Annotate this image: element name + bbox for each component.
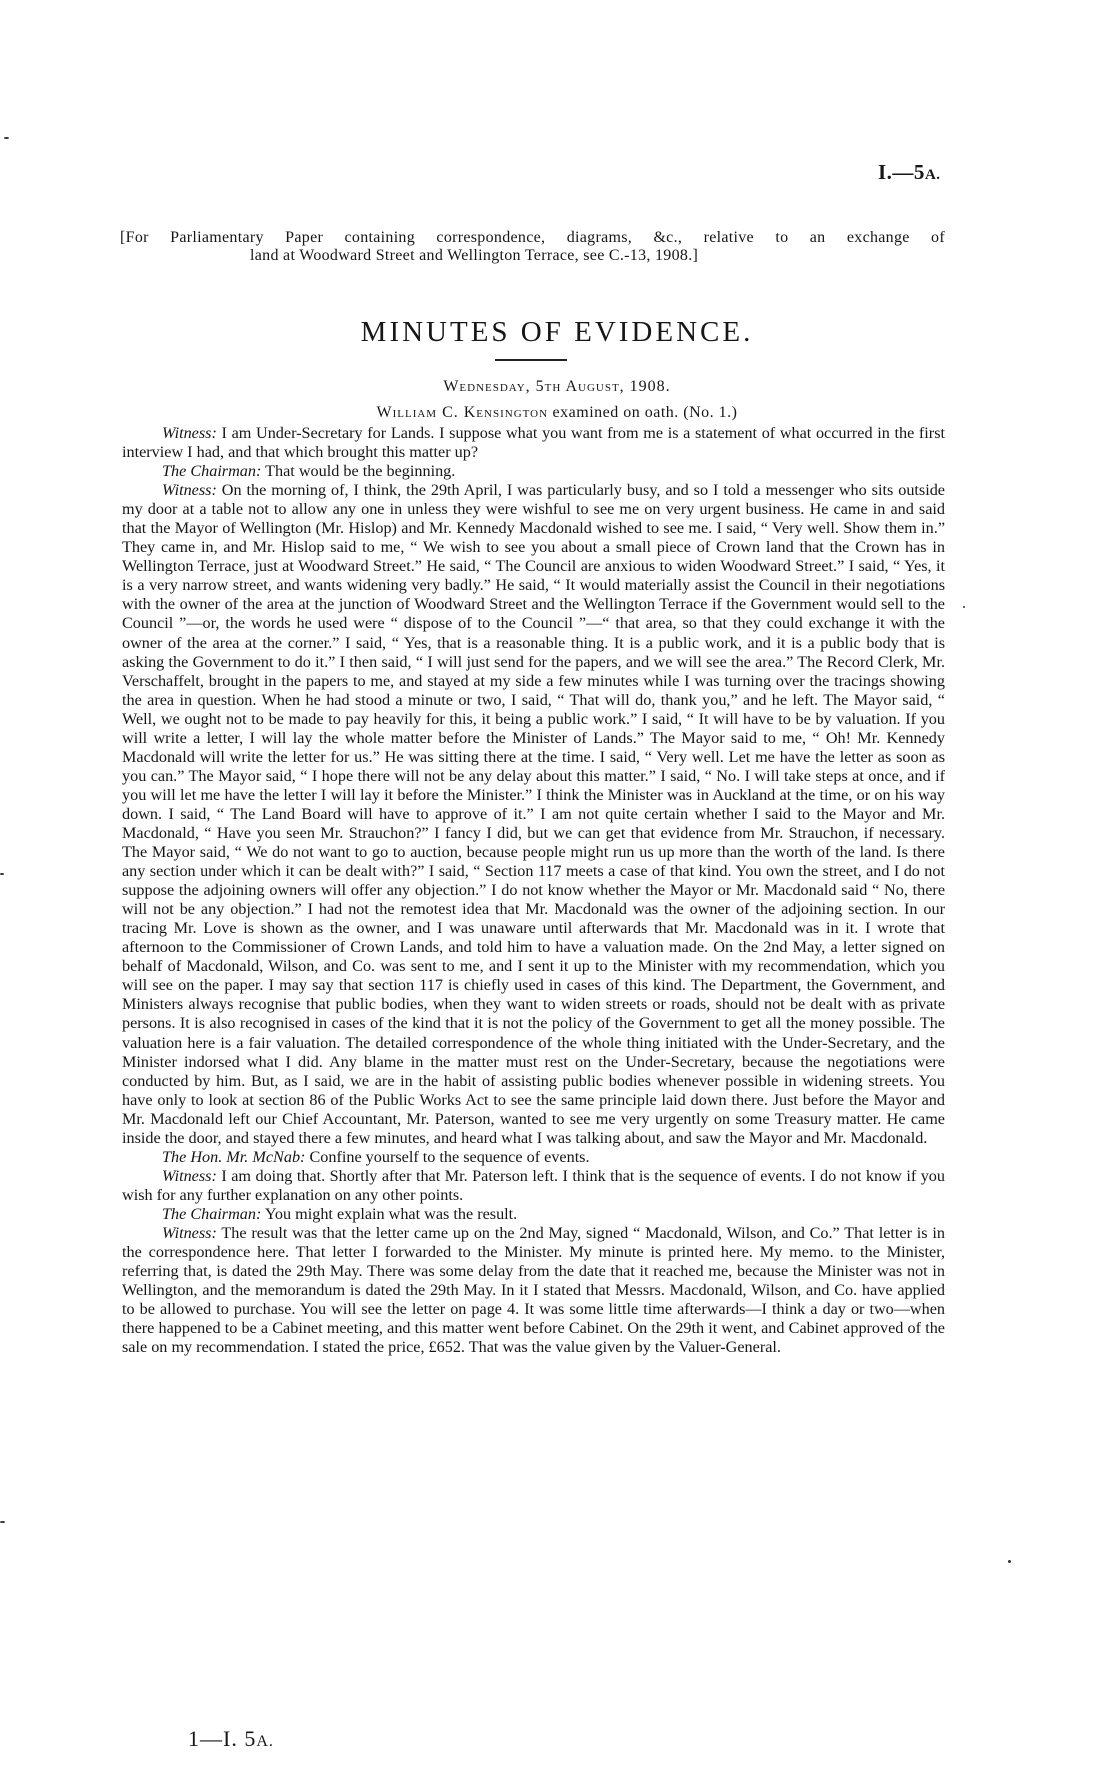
note-line-2: land at Woodward Street and Wellington Terrace, see C.-13, 1908.]: [250, 247, 699, 264]
scan-speck: [963, 606, 965, 608]
evidence-paragraph: [122, 1148, 945, 1167]
note-line-1: [For Parliamentary Paper containing correspondence, diagrams, &c., relative to an exchange of: [120, 229, 945, 246]
document-title: MINUTES OF EVIDENCE.: [360, 316, 754, 348]
page-signature: [188, 1726, 274, 1752]
paragraph-text: That would be the beginning.: [261, 462, 456, 481]
witness-name: William C. Kensington: [376, 404, 549, 421]
scan-speck: [4, 137, 9, 139]
paragraph-text: On the morning of, I think, the 29th April, I was particularly busy, and so I told a messenger who sits outside my door at a table not to allow any one in unless they were wishful to see me on very urgent business. He came in and said that the Mayor of Wellington (Mr. Hislop) and Mr. Kennedy Macdonald wished to see me. I said, “ Very well. Show them in.” They came in, and Mr. Hislop said to me, “ We wish to see you about a small piece of Crown land that the Crown has in Wellington Terrace, just at Woodward Street.” He said, “ The Council are anxious to widen Woodward Street.” I said, “ Yes, it is a very narrow street, and wants widening very badly.” He said, “ It would materially assist the Council in their negotiations with the owner of the area at the junction of Woodward Street and the Wellington Terrace if the Government would sell to the Council ”—or, the words he used were “ dispose of to the Council ”—“ that area, so that they could exchange it with the owner of the area at the corner.” I said, “ Yes, that is a reasonable thing. It is a public work, and it is a public body that is asking the Government to do it.” I then said, “ I will just send for the papers, and we will see the area.” The Record Clerk, Mr. Verschaffelt, brought in the papers to me, and stayed at my side a few minutes while I was turning over the tracings showing the area in question. When he had stood a minute or two, I said, “ That will do, thank you,” and he left. The Mayor said, “ Well, we ought not to be made to pay heavily for this, it being a public work.” I said, “ It will have to be by valuation. If you will write a letter, I will lay the whole matter before the Minister of Lands.” The Mayor said to me, “ Oh! Mr. Kennedy Macdonald will write the letter for us.” He was sitting there at the time. I said, “ Very well. Let me have the letter as soon as you can.” The Mayor said, “ I hope there will not be any delay about this matter.” I said, “ No. I will take steps at once, and if you will let me have the letter I will lay it before the Minister.” I think the Minister was in Auckland at the time, or on his way down. I said, “ The Land Board will have to approve of it.” I am not quite certain whether I said to the Mayor and Mr. Macdonald, “ Have you seen Mr. Strauchon?” I fancy I did, but we can get that evidence from Mr. Strauchon, if necessary. The Mayor said, “ We do not want to go to auction, because people might run us up more than the worth of the land. Is there any section under which it can be dealt with?” I said, “ Section 117 meets a case of that kind. You own the street, and I do not suppose the adjoining owners will offer any objection.” I do not know whether the Mayor or Mr. Macdonald said “ No, there will not be any objection.” I had not the remotest idea that Mr. Macdonald was the owner of the adjoining section. In our tracing Mr. Love is shown as the owner, and I was unaware until afterwards that Mr. Macdonald was in it. I wrote that afternoon to the Commissioner of Crown Lands, and told him to have a valuation made. On the 2nd May, a letter signed on behalf of Macdonald, Wilson, and Co. was sent to me, and I sent it up to the Minister with my recommendation, which you will see on the paper. I may say that section 117 is chiefly used in cases of this kind. The Department, the Government, and Ministers always recognise that public bodies, when they want to widen streets or roads, should not be dealt with as private persons. It is also recognised in cases of the kind that it is not the policy of the Government to get all the money possible. The valuation here is a fair valuation. The detailed correspondence of the whole thing initiated with the Under-Secretary, and the Minister indorsed what I did. Any blame in the matter must rest on the Under-Secretary, because the negotiations were conducted by him. But, as I said, we are in the habit of assisting public bodies whenever possible in widening streets. You have only to look at section 86 of the Public Works Act to see the same principle laid down there. Just before the Mayor and Mr. Macdonald left our Chief Accountant, Mr. Paterson, wanted to see me very urgently on some Treasury matter. He came inside the door, and stayed there a few minutes, and heard what I was talking about, and saw the Mayor and Mr. Macdonald.: [122, 481, 945, 1147]
page-signature-suffix: A.: [256, 1733, 274, 1750]
speaker-label: Witness:: [162, 481, 217, 500]
speaker-label: Witness:: [162, 1166, 217, 1185]
title-rule: [495, 359, 567, 361]
page-signature-main: 1—I. 5: [188, 1726, 257, 1751]
parliamentary-paper-note: [120, 229, 945, 265]
evidence-paragraph: [122, 1224, 945, 1357]
evidence-paragraph: [122, 462, 945, 481]
paragraph-text: I am doing that. Shortly after that Mr. Paterson left. I think that is the sequence of events. I do not know if you wish for any further explanation on any other points.: [122, 1166, 945, 1204]
speaker-label: The Chairman:: [162, 1204, 262, 1223]
speaker-label: The Chairman:: [162, 462, 262, 481]
evidence-paragraph: [122, 1205, 945, 1224]
page-reference-suffix: A.: [924, 167, 941, 183]
paragraph-text: The result was that the letter came up on the 2nd May, signed “ Macdonald, Wilson, and Co.” That letter is in the correspondence here. That letter I forwarded to the Minister. My minute is printed here. My memo. to the Minister, referring that, is dated the 29th May. There was some delay from the date that it reached me, because the Minister was not in Wellington, and the memorandum is dated the 29th May. In it I stated that Messrs. Macdonald, Wilson, and Co. have applied to be allowed to purchase. You will see the letter on page 4. It was some little time afterwards—I think a day or two—when there happened to be a Cabinet meeting, and this matter went before Cabinet. On the 29th it went, and Cabinet approved of the sale on my recommendation. I stated the price, £652. That was the value given by the Valuer-General.: [122, 1223, 945, 1357]
page-reference-main: I.—5: [878, 160, 925, 184]
paragraph-text: I am Under-Secretary for Lands. I suppose what you want from me is a statement of what occurred in the first interview I had, and that which brought this matter up?: [122, 424, 945, 462]
scan-speck: [1008, 1560, 1011, 1563]
session-date: Wednesday, 5th August, 1908.: [443, 378, 671, 395]
evidence-paragraph: [122, 424, 945, 462]
paragraph-text: Confine yourself to the sequence of events.: [305, 1147, 590, 1166]
scan-speck: [0, 873, 4, 875]
scan-speck: [0, 1521, 5, 1523]
speaker-label: Witness:: [162, 1223, 217, 1242]
evidence-body: [122, 424, 945, 1357]
evidence-paragraph: [122, 481, 945, 1148]
witness-heading-text: examined on oath. (No. 1.): [548, 404, 738, 421]
speaker-label: The Hon. Mr. McNab:: [162, 1147, 306, 1166]
evidence-paragraph: [122, 1167, 945, 1205]
speaker-label: Witness:: [162, 424, 217, 442]
witness-heading: [0, 404, 1114, 422]
paragraph-text: You might explain what was the result.: [261, 1204, 518, 1223]
page-reference: [878, 160, 941, 185]
